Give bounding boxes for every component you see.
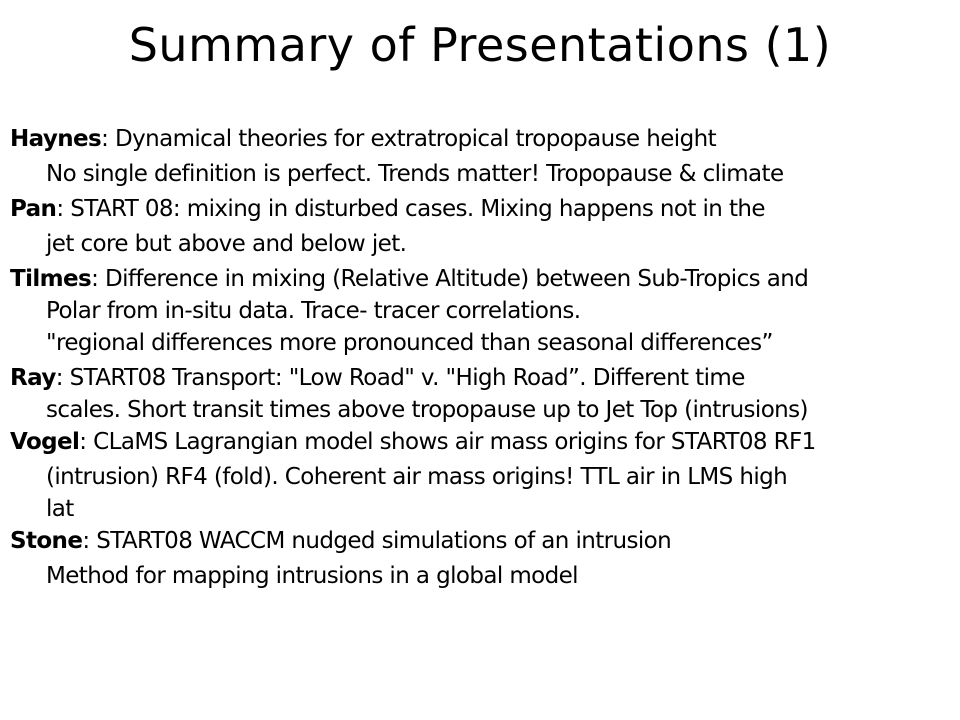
summary-line-stone-detail — [10, 559, 960, 594]
summary-line-tilmes-continued — [10, 297, 960, 326]
summary-line-stone — [10, 524, 960, 559]
speaker-name: Haynes — [10, 126, 102, 152]
speaker-name: Tilmes — [10, 266, 92, 292]
line-text: (intrusion) RF4 (fold). Coherent air mass origins! TTL air in LMS high — [46, 464, 788, 490]
line-text: : START 08: mixing in disturbed cases. Mixing happens not in the — [56, 196, 765, 222]
summary-list — [10, 122, 960, 594]
line-text: : START08 WACCM nudged simulations of an intrusion — [82, 528, 672, 554]
line-text: scales. Short transit times above tropopause up to Jet Top (intrusions) — [46, 397, 808, 423]
summary-line-tilmes — [10, 262, 960, 297]
line-text: : START08 Transport: "Low Road" v. "High Road”. Different time — [55, 365, 745, 391]
summary-line-pan — [10, 192, 960, 227]
summary-line-haynes-detail — [10, 157, 960, 192]
line-text: : CLaMS Lagrangian model shows air mass origins for START08 RF1 — [79, 429, 816, 455]
speaker-name: Pan — [10, 196, 57, 222]
summary-line-vogel-continued — [10, 495, 960, 524]
line-text: "regional differences more pronounced than seasonal differences” — [46, 330, 773, 356]
summary-line-haynes — [10, 122, 960, 157]
slide-title: Summary of Presentations (1) — [128, 18, 832, 72]
speaker-name: Vogel — [10, 429, 80, 455]
summary-line-vogel-detail — [10, 460, 960, 495]
summary-line-pan-detail — [10, 227, 960, 262]
summary-line-vogel — [10, 425, 960, 460]
summary-line-ray-continued — [10, 396, 960, 425]
line-text: jet core but above and below jet. — [46, 231, 407, 257]
line-text: : Dynamical theories for extratropical tropopause height — [101, 126, 716, 152]
line-text: : Difference in mixing (Relative Altitude) between Sub-Tropics and — [91, 266, 809, 292]
line-text: Method for mapping intrusions in a global model — [46, 563, 578, 589]
speaker-name: Stone — [10, 528, 83, 554]
line-text: Polar from in-situ data. Trace- tracer correlations. — [46, 298, 581, 324]
line-text: No single definition is perfect. Trends matter! Tropopause & climate — [46, 161, 784, 187]
line-text: lat — [46, 496, 74, 522]
speaker-name: Ray — [10, 365, 56, 391]
summary-line-tilmes-quote — [10, 326, 960, 361]
summary-line-ray — [10, 361, 960, 396]
